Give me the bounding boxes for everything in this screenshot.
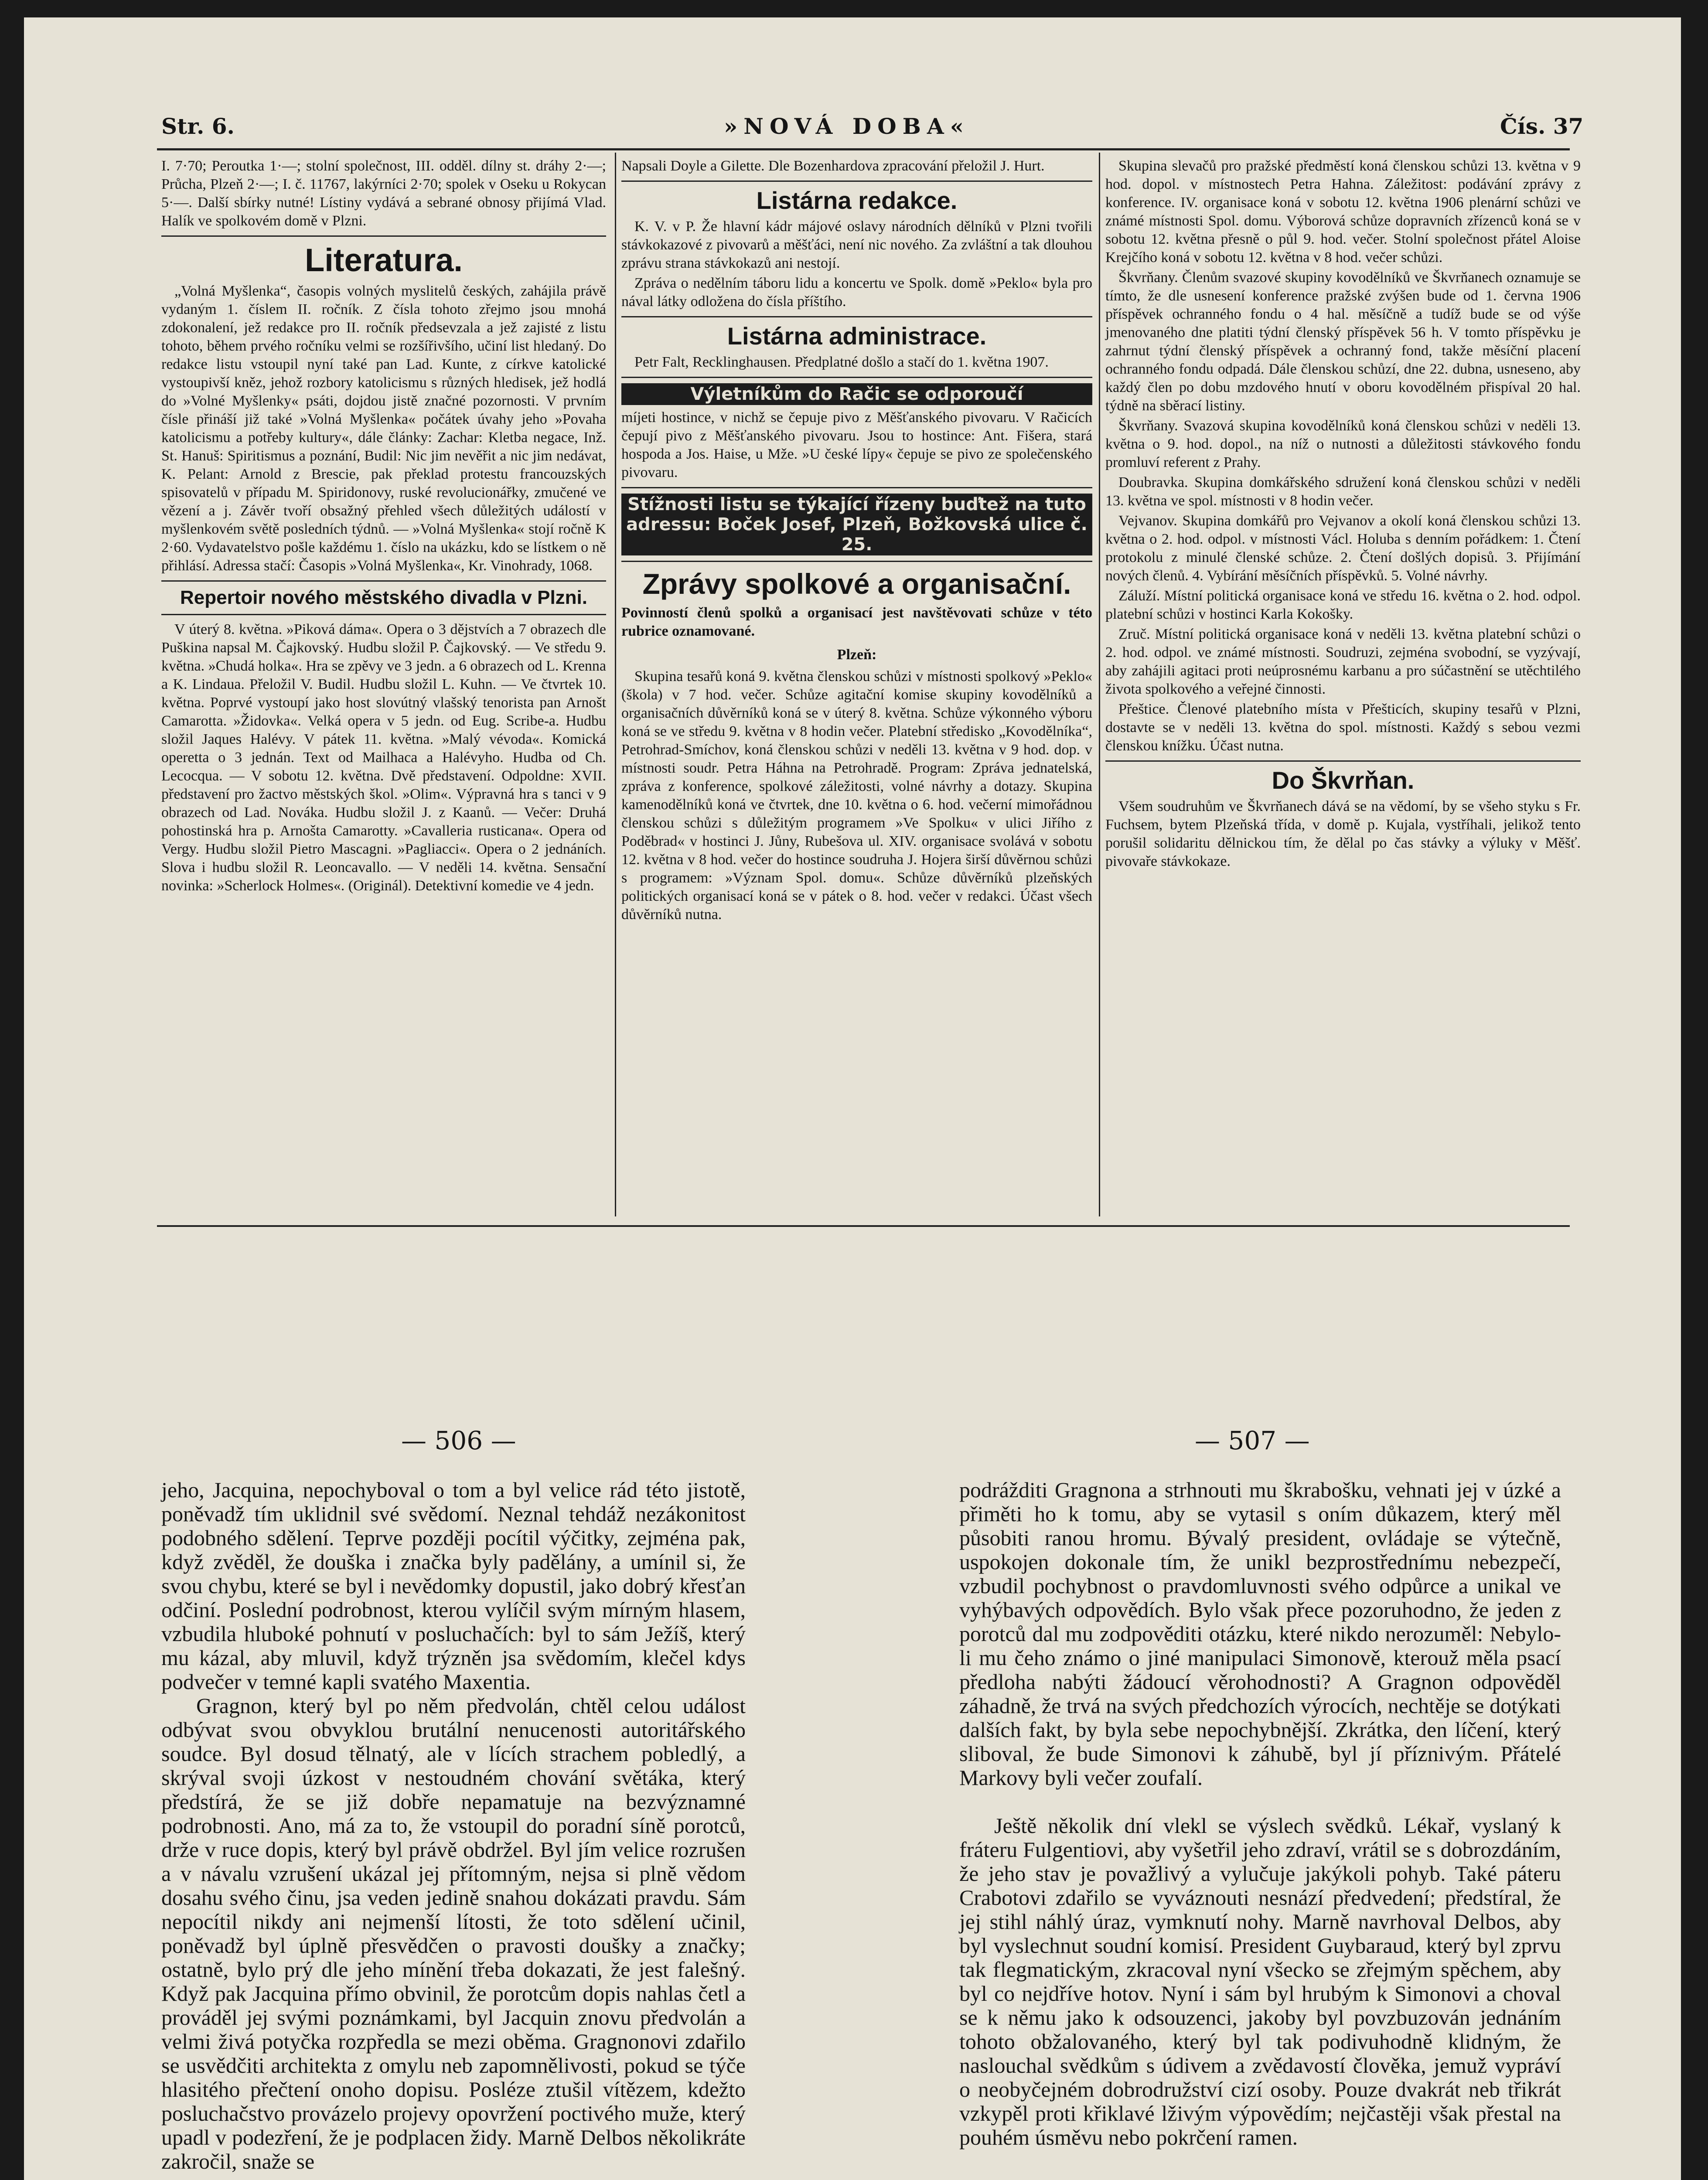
notice-doubravka: Doubravka. Skupina domkářského sdružení koná členskou schůzi v neděli 13. května ve spol. místnosti v 8 hodin večer. <box>1105 474 1581 509</box>
page-number-right: — 507 — <box>1195 1426 1310 1455</box>
divider <box>161 580 606 582</box>
divider <box>161 235 606 237</box>
stiznosti-notice: Stížnosti listu se týkající řízeny buďtež na tuto adressu: Boček Josef, Plzeň, Božkovská ulice č. 25. <box>621 494 1092 555</box>
repertoir-text: V úterý 8. května. »Piková dáma«. Opera o 3 dějstvích a 7 obrazech dle Puškina napsal M. Čajkovský. Hudbu složil P. Čajkovský. — Ve středu 9. května. »Chudá holka«. Hra se zpěvy ve 3 jedn. a 6 obrazech od L. Krenna a K. Lindaua. Přeložil V. Budil. Hudbu složil L. Kuhn. — Ve čtvrtek 10. května. Poprvé vystoupí jako host slovútný vlašský tenorista pan Arnošt Camarotta. »Židovka«. Velká opera v 5 jedn. od Eug. Scribe-a. Hudbu složil Jaques Halévy. V pátek 11. května. »Malý vévoda«. Komická operetta o 3 jednán. Text od Mailhaca a Halévyho. Hudba od Ch. Lecocqua. — V sobotu 12. května. Dvě představení. Odpoldne: XVII. představení pro žactvo městských škol. »Olim«. Výpravná hra s tanci v 9 obrazech od Lad. Nováka. Hudbu složil J. z Kaanů. — Večer: Druhá pohostinská hra p. Arnošta Camarotty. »Cavalleria rusticana«. Opera od Vergy. Hudbu složil Pietro Mascagni. »Pagliacci«. Opera o 2 jednáních. Slova i hudbu složil R. Leoncavallo. — V neděli 14. května. Sensační novinka: »Scherlock Holmes«. (Originál). Detektivní komedie ve 4 jedn. <box>161 621 606 894</box>
donations-text: I. 7·70; Peroutka 1·—; stolní společnost, III. odděl. dílny st. dráhy 2·—; Průcha, Plzeň 2·—; I. č. 11767, lakýrníci 2·70; spolek v Oseku u Rokycan 5·—. Další sbírky nutné! Lístiny vydává a sebrané obnosy přijímá Vlad. Halík ve spolkovém domě v Plzni. <box>161 158 606 229</box>
plzen-subheading: Plzeň: <box>837 647 877 663</box>
vyletnikum-heading: Výletníkům do Račic se odporoučí <box>621 383 1092 405</box>
bottom-rule <box>157 1225 1570 1227</box>
column-3 <box>1105 157 1581 872</box>
right-paragraph-1: podrážditi Gragnona a strhnouti mu škrabošku, vehnati jej v úzké a přiměti ho k tomu, aby se vytasil s oním důkazem, který měl působiti ranou hromu. Bývalý president, ovládaje se výtečně, uspokojen dokonale tím, že unikl bezprostřednímu nebezpečí, vzbudil pochybnost o pravdomluvnosti svého odpůrce a unikal ve vyhýbavých odpovědích. Bylo však přece pozoruhodno, že jeden z porotců dal mu zodpověditi otázku, které nikdo nerozuměl: Nebylo-li mu čeho známo o jiné manipulaci Simonově, kterouž měla psací předloha nabýti žádoucí věrohodnosti? A Gragnon odpověděl záhadně, že trvá na svých předchozích výrocích, nechtěje se dotýkati dalších fakt, by byla sebe nepochybnější. Zkrátka, den líčení, který sliboval, že bude Simonovi k záhubě, byl jí příznivým. Přátelé Markovy byli večer zoufalí. <box>959 1478 1561 1790</box>
notice-zaluzi: Záluží. Místní politická organisace koná ve středu 16. května o 2. hod. odpol. platební schůzi v hostinci Karla Kokošky. <box>1105 588 1581 622</box>
divider <box>621 487 1092 488</box>
book-page-left <box>161 1478 746 2173</box>
zpravy-intro: Povinností členů spolků a organisací jest navštěvovati schůze v této rubrice oznamované. <box>621 605 1092 639</box>
left-paragraph-1: jeho, Jacquina, nepochyboval o tom a byl velice rád této jistotě, poněvadž tím uklidnil své svědomí. Neznal tehdáž nezákonitost podobného sdělení. Teprve později pocítil výčitky, zejména pak, když zvěděl, že douška i značka byly padělány, a umínil si, že svou chybu, které se byl i nevědomky dopustil, jako dobrý křesťan odčiní. Poslední podrobnost, kterou vylíčil svým mírným hlasem, vzbudila hluboké pohnutí v posluchačích: byl to sám Ježíš, který mu kázal, aby mluvil, když trýzněn jsa svědomím, klečel kdys podvečer v temné kapli svatého Maxentia. <box>161 1478 746 1694</box>
play-credit: Napsali Doyle a Gilette. Dle Bozenhardova zpracování přeložil J. Hurt. <box>621 158 1045 174</box>
notice-prestice: Přeštice. Členové platebního místa v Přešticích, skupiny tesařů v Plzni, dostavte se v neděli 13. května do spol. místnosti. Každý s sebou vezmi členskou knížku. Účast nutna. <box>1105 701 1581 754</box>
redakce-text-2: Zpráva o nedělním táboru lidu a koncertu ve Spolk. domě »Peklo« byla pro nával látky odložena do čísla příštího. <box>621 275 1092 310</box>
literatura-heading: Literatura. <box>305 242 463 278</box>
page-number-header: Str. 6. <box>161 113 235 139</box>
header-rule <box>157 148 1570 150</box>
notice-skvrnany-2: Škvrňany. Svazová skupina kovodělníků koná členskou schůzi v neděli 13. května o 9. hod. dopol., na níž o nutnosti a důležitosti stávkového fondu promluví referent z Prahy. <box>1105 418 1581 470</box>
zpravy-heading: Zprávy spolkové a organisační. <box>642 568 1071 600</box>
divider <box>621 181 1092 182</box>
newspaper-title: »NOVÁ DOBA« <box>724 113 970 139</box>
do-skvrnan-heading: Do Škvrňan. <box>1272 766 1415 794</box>
notice-skvrnany-1: Škvrňany. Členům svazové skupiny kovodělníků ve Škvrňanech oznamuje se tímto, že dle usnesení konference pražské zvýšen bude od 1. června 1906 příspěvek ochranného fondu o 4 hal. měsíčně a tudíž bude se od výše jmenovaného dne platiti týdní členský příspěvek 56 h. V tomto příspěvku je zahrnut týdní členský příspěvek a ochranný fond, takže měsíční placení ochranného fondu odpadá. Dále členskou schůzí, dne 22. dubna, usneseno, aby každý člen po dobu mzdového hnutí v oboru kovodělném přispíval 20 hal. týdně na sběrací listiny. <box>1105 269 1581 414</box>
zpravy-text: Skupina tesařů koná 9. května členskou schůzi v místnosti spolkový »Peklo« (škola) v 7 hod. večer. Schůze agitační komise skupiny kovodělníků a organisačních důvěrníků koná se v úterý 8. května. Schůze výkonného výboru koná se ve středu 9. května v 8 hodin večer. Platební středisko „Kovodělníka“, Petrohrad-Smíchov, koná členskou schůzi v neděli 13. května v 9 hod. dop. v místnosti soudr. Petra Háhna na Petrohradě. Program: Zpráva jednatelská, zpráva z konference, spolkové záležitosti, volné návrhy a dotazy. Skupina kamenodělníků koná ve čtvrtek, dne 10. května o 6. hod. večerní mimořádnou členskou schůzi s důležitým programem »Ve Spolku« v ulici Jiřího z Poděbrad« v hostinci J. Jůny, Rubešova ul. XIV. organisace svolává v sobotu 12. května v 8 hod. večer do hostince soudruha J. Hojera širší důvěrnou schůzi s programem: »Význam Spol. domu«. Schůze důvěrníků plzeňských politických organisací koná se v pátek o 8. hod. večer v redakci. Účast všech důvěrníků nutna. <box>621 668 1092 923</box>
administrace-text: Petr Falt, Recklinghausen. Předplatné došlo a stačí do 1. května 1907. <box>634 354 1049 370</box>
right-paragraph-2: Ještě několik dní vlekl se výslech svědků. Lékař, vyslaný k fráteru Fulgentiovi, aby vyšetřil jeho zdraví, vrátil se s dobrozdáním, že jeho stav je považlivý a vylučuje jakýkoli pohyb. Také páteru Crabotovi zdařilo se vyváznouti nesnází předvedení; předstíral, že jej stihl náhlý úraz, vymknutí nohy. Marně navrhoval Delbos, aby byl vyslechnut soudní komisí. President Guybaraud, který byl zprvu tak flegmatickým, zkracoval nyní všecko se zřejmým spěchem, aby byl co nejdříve hotov. Nyní i sám byl hrubým k Simonovi a choval se k němu jako k odsouzenci, jakoby byl povzbuzován jednáním tohoto obžalovaného, který byl tak podivuhodně klidným, že naslouchal svědkům s údivem a zvědavostí člověka, jemuž vypráví o neobyčejném dobrodružství cizí osoby. Pouze dvakrát neb třikrát vzkypěl proti křiklavé lživým výpovědím; nejčastěji však přestal na pouhém úsměvu nebo pokrčení ramen. <box>959 1813 1561 2149</box>
listarna-redakce-heading: Listárna redakce. <box>756 187 958 214</box>
vyletnikum-text: míjeti hostince, v nichž se čepuje pivo z Měšťanského pivovaru. V Račicích čepují pivo z Měšťanského pivovaru. Jsou to hostince: Ant. Fišera, stará hospoda a Jos. Haise, u Mže. »U české lípy« čepuje se pivo ze společenského pivovaru. <box>621 409 1092 480</box>
redakce-text-1: K. V. v P. Že hlavní kádr májové oslavy národních dělníků v Plzni tvořili stávkokazové z pivovarů a měšťáci, není nic nového. Za zvláštní a tak dlouhou zprávu strana stávkokazů ani nestojí. <box>621 218 1092 271</box>
notice-zruc: Zruč. Místní politická organisace koná v neděli 13. května platební schůzi o 2. hod. odpol. ve známé místnosti. Soudruzi, zejména svobodní, se vyzývají, aby zahájili agitaci proti neúprosnému karbanu a pro súčastnění se utěchtilého života spolkového a veřejné činnosti. <box>1105 626 1581 697</box>
column-1 <box>161 157 606 897</box>
divider <box>621 377 1092 378</box>
literatura-text: „Volná Myšlenka“, časopis volných myslitelů českých, zahájila právě vydaným 1. číslem II. ročník. Z čísla tohoto zřejmo jsou mnohá zdokonalení, jež redakce pro II. ročník předsevzala a jež zajisté z listu tohoto, během prvého ročníku velmi se rozšířivšího, učiní list hledaný. Do redakce listu vstoupil nyní také pan Lad. Kunte, z církve katolické vystoupivší kněz, jehož rozbory katolicismu s různých hledisek, jež hodlá do »Volné Myšlenky« psáti, dojdou jistě značné pozornosti. V prvním čísle přináší již také »Volná Myšlenka« počátek úvahy jeho »Povaha katolicismu a potřeby kultury«, dále články: Zachar: Kletba negace, Inž. St. Hanuš: Spiritismus a poznání, Budil: Nic jim nevěřit a nic jim nedávat, K. Pelant: Arnold z Brescie, pak překlad protestu francouzských spisovatelů v případu M. Spiridonovy, ruské revolucionářky, zmučené ve vězení a j. Závěr tvoří obsažný přehled všech důležitých událostí v myšlenkovém světě posledních týdnů. — »Volná Myšlenka« stojí ročně K 2·60. Vydavatelstvo pošle každému 1. číslo na ukázku, kdo se lístkem o ně přihlásí. Adressa stačí: Časopis »Volná Myšlenka«, Kr. Vinohrady, 1068. <box>161 283 606 574</box>
column-divider-2 <box>1099 153 1100 1216</box>
notices-pilsen: Skupina slevačů pro pražské předměstí koná členskou schůzi 13. května v 9 hod. dopol. v místnostech Petra Hahna. Záležitost: podávání zprávy z konference. IV. organisace koná v sobotu 12. května 1906 plenární schůzi ve známé místnosti Spol. domu. Výborová schůze dopravních zřízenců koná se v sobotu 12. května přesně o půl 9. hod. večer. Stolní společnost přátel Aloise Krejčího koná v sobotu 12. května v 8 hod. večer schůzi. <box>1105 158 1581 266</box>
divider <box>1105 760 1581 762</box>
page-number-left: — 506 — <box>401 1426 516 1455</box>
left-paragraph-2: Gragnon, který byl po něm předvolán, chtěl celou událost odbývat svou obvyklou brutální nenucenosti autoritářského soudce. Byl dosud tělnatý, ale v lících strachem pobledlý, a skrýval svoji úzkost v nestoudném chování světáka, který předstírá, že se již dobře nepamatuje na bezvýznamné podrobnosti. Ano, má za to, že vstoupil do poradní síně porotců, drže v ruce dopis, který byl právě obdržel. Byl jím velice rozrušen a v návalu vzrušení ukázal jej přítomným, nejsa si plně vědom dosahu svého činu, jsa veden jedině snahou dokázati pravdu. Sám nepocítil nikdy ani nejmenší lítosti, že toto sdělení učinil, poněvadž byl úplně přesvědčen o pravosti doušky a značky; ostatně, bylo prý dle jeho mínění třeba dokazati, že jest falešný. Když pak Jacquina přímo obvinil, že porotcům dopis nahlas četl a prováděl jej svými poznámkami, byl Jacquin znovu předvolán a velmi živá potyčka rozpředla se mezi oběma. Gragnonovi zdařilo se usvědčiti architekta z omylu neb zapomnělivosti, pokud se týče hlasitého přečtení onoho dopisu. Posléze ztušil vítězem, kdežto posluchačstvo provázelo projevy opovržení poctivého muže, který upadl v podezření, že je podplacen židy. Marně Delbos několikráte zakročil, snaže se <box>161 1693 746 2173</box>
column-divider-1 <box>615 153 616 1216</box>
divider <box>161 614 606 615</box>
column-2 <box>621 157 1092 926</box>
divider <box>621 561 1092 562</box>
notice-vejvanov: Vejvanov. Skupina domkářů pro Vejvanov a okolí koná členskou schůzi 13. května o 2. hod. odpol. v místnosti Václ. Holuba s denním pořádkem: 1. Čtení protokolu z minulé členské schůze. 2. Čtení došlých dopisů. 3. Přijímání nových členů. 4. Vybírání měsíčních příspěvků. 5. Volné návrhy. <box>1105 513 1581 584</box>
divider <box>621 316 1092 317</box>
repertoir-heading: Repertoir nového městského divadla v Plzni. <box>180 587 588 608</box>
listarna-administrace-heading: Listárna administrace. <box>727 322 987 350</box>
do-skvrnan-text: Všem soudruhům ve Škvrňanech dává se na vědomí, by se všeho styku s Fr. Fuchsem, bytem Plzeňská třída, v domě p. Kujala, vystříhali, jelikož tento porušil solidaritu dělnickou tím, že dělal po čas stávky a výluky v Měšť. pivovaře stávkokaze. <box>1105 798 1581 869</box>
issue-number: Čís. 37 <box>1500 113 1584 139</box>
book-page-right <box>959 1478 1561 2149</box>
